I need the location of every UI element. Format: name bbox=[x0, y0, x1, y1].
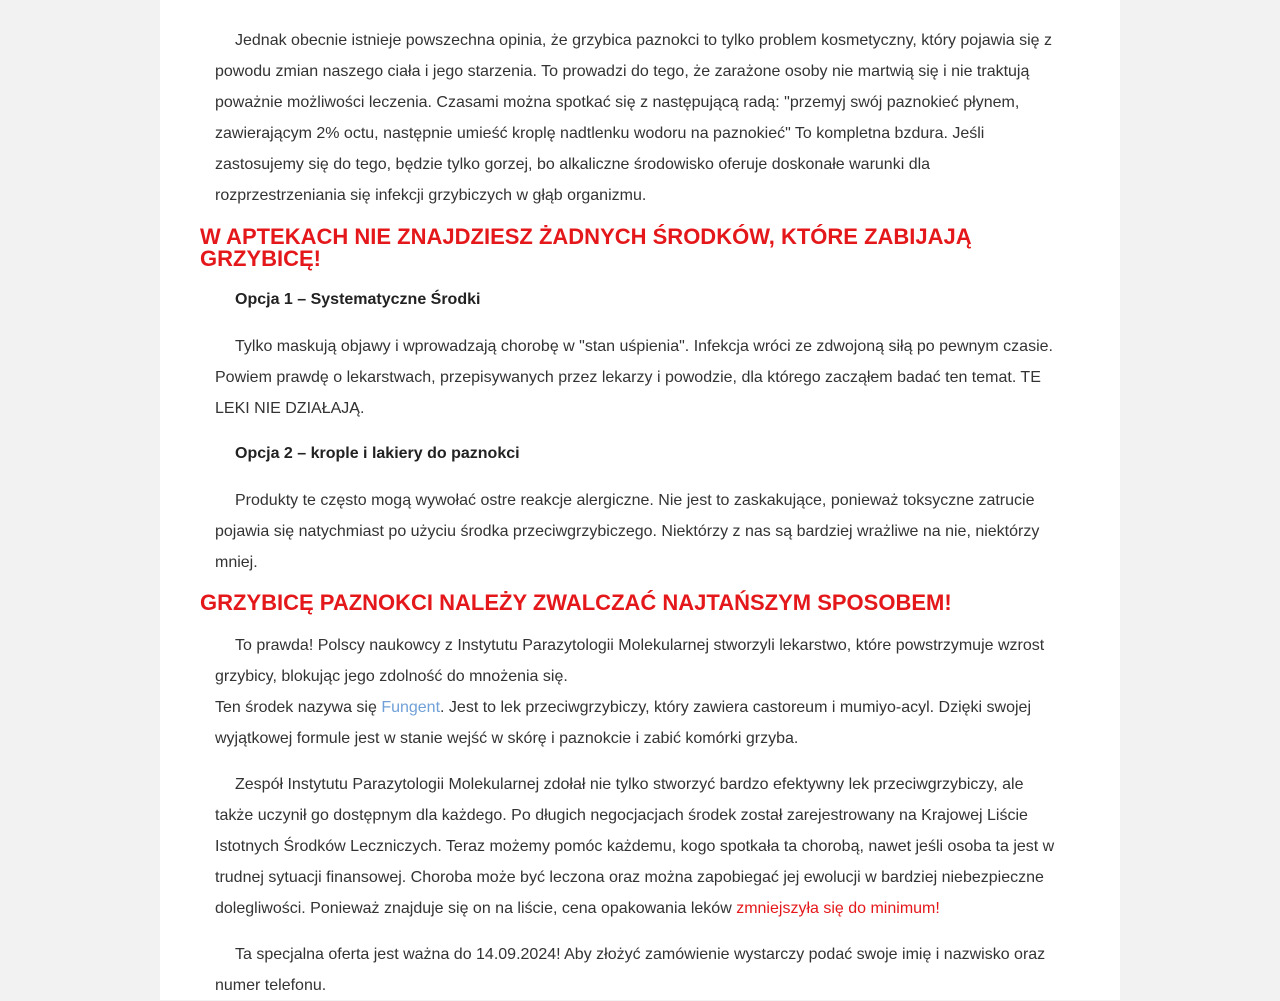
paragraph-special-offer: Ta specjalna oferta jest ważna do 14.09.2024! Aby złożyć zamówienie wystarczy podać swoje imię i nazwisko oraz numer telefonu. bbox=[215, 946, 1046, 994]
article-page bbox=[160, 0, 1120, 1000]
fungent-description: . Jest to lek przeciwgrzybiczy, który zawiera castoreum i mumiyo-acyl. Dzięki swojej wyjątkowej formule jest w stanie wejść w skórę i paznokcie i zabić komórki grzyba. bbox=[215, 699, 1031, 747]
paragraph-institute bbox=[215, 769, 1060, 924]
heading-cheapest-method: GRZYBICĘ PAZNOKCI NALEŻY ZWALCZAĆ NAJTAŃSZYM SPOSOBEM! bbox=[200, 590, 952, 615]
paragraph-option-1: Tylko maskują objawy i wprowadzają chorobę w "stan uśpienia". Infekcja wróci ze zdwojoną siłą po pewnym czasie. Powiem prawdę o lekarstwach, przepisywanych przez lekarzy i powodzie, dla którego zacząłem badać ten temat. TE LEKI NIE DZIAŁAJĄ. bbox=[215, 338, 1053, 417]
paragraph-fungent-intro: To prawda! Polscy naukowcy z Instytutu Parazytologii Molekularnej stworzyli lekarstwo, które powstrzymuje wzrost grzybicy, blokując jego zdolność do mnożenia się. bbox=[215, 637, 1045, 685]
option-1-title: Opcja 1 – Systematyczne Środki bbox=[235, 291, 481, 308]
price-reduced-link[interactable]: zmniejszyła się do minimum! bbox=[736, 900, 940, 917]
fungent-link[interactable]: Fungent bbox=[381, 699, 441, 716]
option-2-title: Opcja 2 – krople i lakiery do paznokci bbox=[235, 445, 520, 462]
heading-no-pharmacy-remedies: W APTEKACH NIE ZNAJDZIESZ ŻADNYCH ŚRODKÓW, KTÓRE ZABIJAJĄ GRZYBICĘ! bbox=[200, 224, 972, 271]
fungent-lead-text: Ten środek nazywa się bbox=[215, 699, 382, 716]
paragraph-fungent-name-line bbox=[215, 692, 1060, 754]
paragraph-cosmetic-opinion: Jednak obecnie istnieje powszechna opinia, że grzybica paznokci to tylko problem kosmetyczny, który pojawia się z powodu zmian naszego ciała i jego starzenia. To prowadzi do tego, że zarażone osoby nie martwią się i nie traktują poważnie możliwości leczenia. Czasami można spotkać się z następującą radą: "przemyj swój paznokieć płynem, zawierającym 2% octu, następnie umieść kroplę nadtlenku wodoru na paznokieć" To kompletna bzdura. Jeśli zastosujemy się do tego, będzie tylko gorzej, bo alkaliczne środowisko oferuje doskonałe warunki dla rozprzestrzeniania się infekcji grzybiczych w głąb organizmu. bbox=[215, 32, 1052, 204]
paragraph-fungent bbox=[215, 630, 1060, 754]
institute-text: Zespół Instytutu Parazytologii Molekularnej zdołał nie tylko stworzyć bardzo efektywny lek przeciwgrzybiczy, ale także uczynił go dostępnym dla każdego. Po długich negocjacjach środek został zarejestrowany na Krajowej Liście Istotnych Środków Leczniczych. Teraz możemy pomóc każdemu, kogo spotkała ta chorobą, nawet jeśli osoba ta jest w trudnej sytuacji finansowej. Choroba może być leczona oraz można zapobiegać jej ewolucji w bardziej niebezpieczne dolegliwości. Ponieważ znajduje się on na liście, cena opakowania leków bbox=[215, 776, 1055, 917]
paragraph-option-2: Produkty te często mogą wywołać ostre reakcje alergiczne. Nie jest to zaskakujące, ponieważ toksyczne zatrucie pojawia się natychmiast po użyciu środka przeciwgrzybiczego. Niektórzy z nas są bardziej wrażliwe na nie, niektórzy mniej. bbox=[215, 492, 1040, 571]
